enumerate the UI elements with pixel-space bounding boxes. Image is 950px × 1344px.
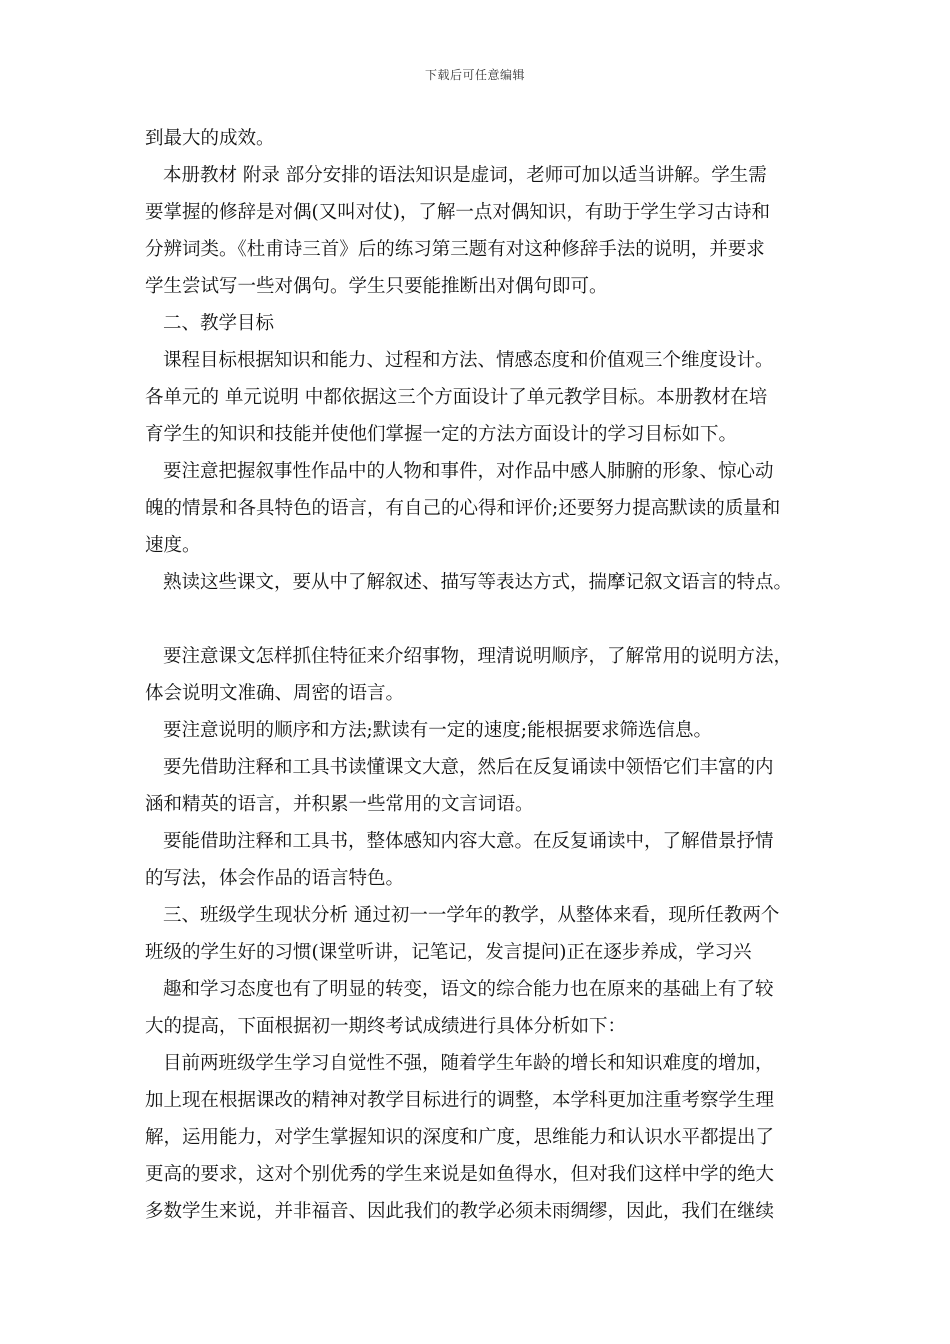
text-line: 涵和精英的语言，并积累一些常用的文言词语。 bbox=[145, 794, 534, 815]
text-line: 的写法，体会作品的语言特色。 bbox=[145, 868, 405, 889]
text-line: 各单元的 单元说明 中都依据这三个方面设计了单元教学目标。本册教材在培 bbox=[145, 387, 768, 408]
text-line: 魄的情景和各具特色的语言，有自己的心得和评价;还要努力提高默读的质量和 bbox=[145, 498, 781, 519]
text-line: 趣和学习态度也有了明显的转变，语文的综合能力也在原来的基础上有了较 bbox=[163, 979, 774, 1000]
text-line: 本册教材 附录 部分安排的语法知识是虚词，老师可加以适当讲解。学生需 bbox=[163, 165, 767, 186]
text-line: 要注意把握叙事性作品中的人物和事件，对作品中感人肺腑的形象、惊心动 bbox=[163, 461, 774, 482]
text-line: 大的提高，下面根据初一期终考试成绩进行具体分析如下： bbox=[145, 1016, 627, 1037]
text-line: 加上现在根据课改的精神对教学目标进行的调整，本学科更加注重考察学生理 bbox=[145, 1090, 775, 1111]
text-line: 要掌握的修辞是对偶(又叫对仗)，了解一点对偶知识，有助于学生学习古诗和 bbox=[145, 202, 770, 223]
paragraph-gap bbox=[145, 601, 817, 638]
text-line: 育学生的知识和技能并使他们掌握一定的方法方面设计的学习目标如下。 bbox=[145, 424, 738, 445]
text-line: 要注意说明的顺序和方法;默读有一定的速度;能根据要求筛选信息。 bbox=[163, 720, 712, 741]
text-line: 体会说明文准确、周密的语言。 bbox=[145, 683, 405, 704]
text-line: 要先借助注释和工具书读懂课文大意，然后在反复诵读中领悟它们丰富的内 bbox=[163, 757, 774, 778]
section-heading: 三、班级学生现状分析 通过初一一学年的教学，从整体来看，现所任教两个 bbox=[163, 905, 780, 926]
text-line: 速度。 bbox=[145, 535, 201, 556]
text-line: 解，运用能力，对学生掌握知识的深度和广度，思维能力和认识水平都提出了 bbox=[145, 1127, 775, 1148]
document-body bbox=[145, 120, 817, 1230]
page-header: 下载后可任意编辑 bbox=[424, 68, 525, 82]
text-line: 熟读这些课文，要从中了解叙述、描写等表达方式，揣摩记叙文语言的特点。 bbox=[163, 572, 793, 593]
text-line: 目前两班级学生学习自觉性不强，随着学生年龄的增长和知识难度的增加， bbox=[163, 1053, 774, 1074]
text-line: 要注意课文怎样抓住特征来介绍事物，理清说明顺序，了解常用的说明方法， bbox=[163, 646, 793, 667]
text-line: 更高的要求，这对个别优秀的学生来说是如鱼得水，但对我们这样中学的绝大 bbox=[145, 1164, 775, 1185]
text-line: 课程目标根据知识和能力、过程和方法、情感态度和价值观三个维度设计。 bbox=[163, 350, 774, 371]
text-line: 多数学生来说，并非福音、因此我们的教学必须未雨绸缪，因此，我们在继续 bbox=[145, 1201, 775, 1222]
text-line: 分辨词类。《杜甫诗三首》后的练习第三题有对这种修辞手法的说明，并要求 bbox=[145, 239, 765, 260]
text-line: 到最大的成效。 bbox=[145, 128, 275, 149]
section-heading: 二、教学目标 bbox=[163, 313, 275, 334]
text-line: 学生尝试写一些对偶句。学生只要能推断出对偶句即可。 bbox=[145, 276, 608, 297]
text-line: 班级的学生好的习惯(课堂听讲，记笔记，发言提问)正在逐步养成，学习兴 bbox=[145, 942, 752, 963]
text-line: 要能借助注释和工具书，整体感知内容大意。在反复诵读中，了解借景抒情 bbox=[163, 831, 774, 852]
